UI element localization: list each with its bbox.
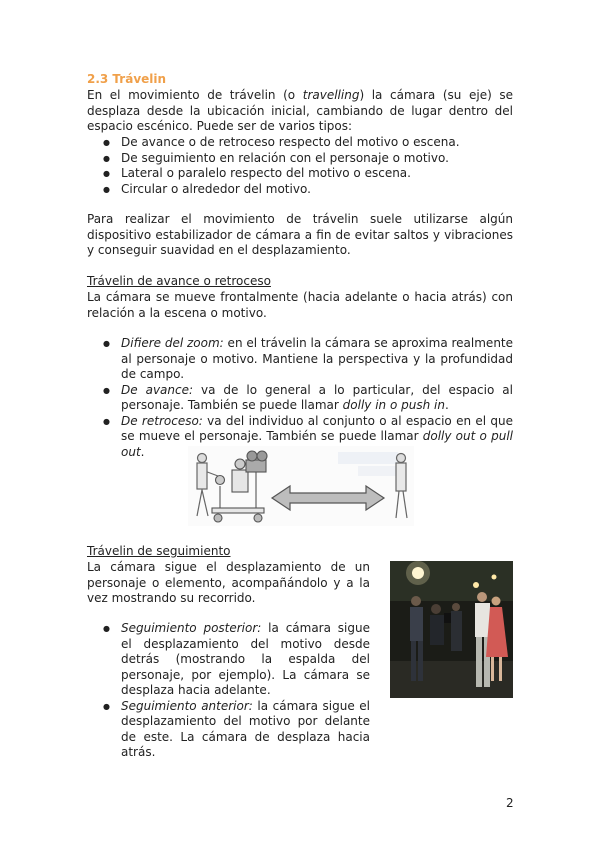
list-item: ● Circular o alrededor del motivo. xyxy=(87,182,513,198)
section-title: 2.3 Trávelin xyxy=(87,72,167,86)
list-item: ● De retroceso: va del individuo al conjunto o al espacio en el que se mueve el personaje. También se puede llamar dolly out o pull out. xyxy=(87,414,513,461)
seguimiento-heading: Trávelin de seguimiento xyxy=(87,544,231,558)
list-item: ● Seguimiento anterior: la cámara sigue el desplazamiento del motivo por delante de este. La cámara de desplaza hacia atrás. xyxy=(87,699,370,761)
list-item: ● Difiere del zoom: en el trávelin la cámara se aproxima realmente al personaje o motivo. Mantiene la perspectiva y la profundidad de campo. xyxy=(87,336,513,383)
avance-description: La cámara se mueve frontalmente (hacia adelante o hacia atrás) con relación a la escena o motivo. xyxy=(87,290,513,320)
list-item: ● De avance: va de lo general a lo particular, del espacio al personaje. También se puede llamar dolly in o push in. xyxy=(87,383,513,414)
seguimiento-description: La cámara sigue el desplazamiento de un personaje o elemento, acompañándolo y a la vez mostrando su recorrido. xyxy=(87,560,370,605)
avance-list xyxy=(87,336,513,460)
travelin-types-list xyxy=(87,135,513,197)
dolly-illustration xyxy=(188,446,414,526)
intro-paragraph: En el movimiento de trávelin (o travelling) la cámara (su eje) se desplaza desde la ubicación inicial, cambiando de lugar dentro del espacio escénico. Puede ser de varios tipos: xyxy=(87,88,514,133)
tracking-shot-photo xyxy=(390,561,513,698)
list-item: ● Seguimiento posterior: la cámara sigue el desplazamiento del motivo desde detrás (mostrando la espalda del personaje, por ejemplo). La cámara se desplaza hacia adelante. xyxy=(87,621,370,699)
seguimiento-list xyxy=(87,621,370,761)
stabilizer-paragraph: Para realizar el movimiento de trávelin suele utilizarse algún dispositivo estabilizador de cámara a fin de evitar saltos y vibraciones y conseguir suavidad en el desplazamiento. xyxy=(87,212,513,257)
page-number: 2 xyxy=(506,796,514,810)
list-item: ● De seguimiento en relación con el personaje o motivo. xyxy=(87,151,513,167)
avance-heading: Trávelin de avance o retroceso xyxy=(87,274,271,288)
list-item: ● De avance o de retroceso respecto del motivo o escena. xyxy=(87,135,513,151)
list-item: ● Lateral o paralelo respecto del motivo o escena. xyxy=(87,166,513,182)
